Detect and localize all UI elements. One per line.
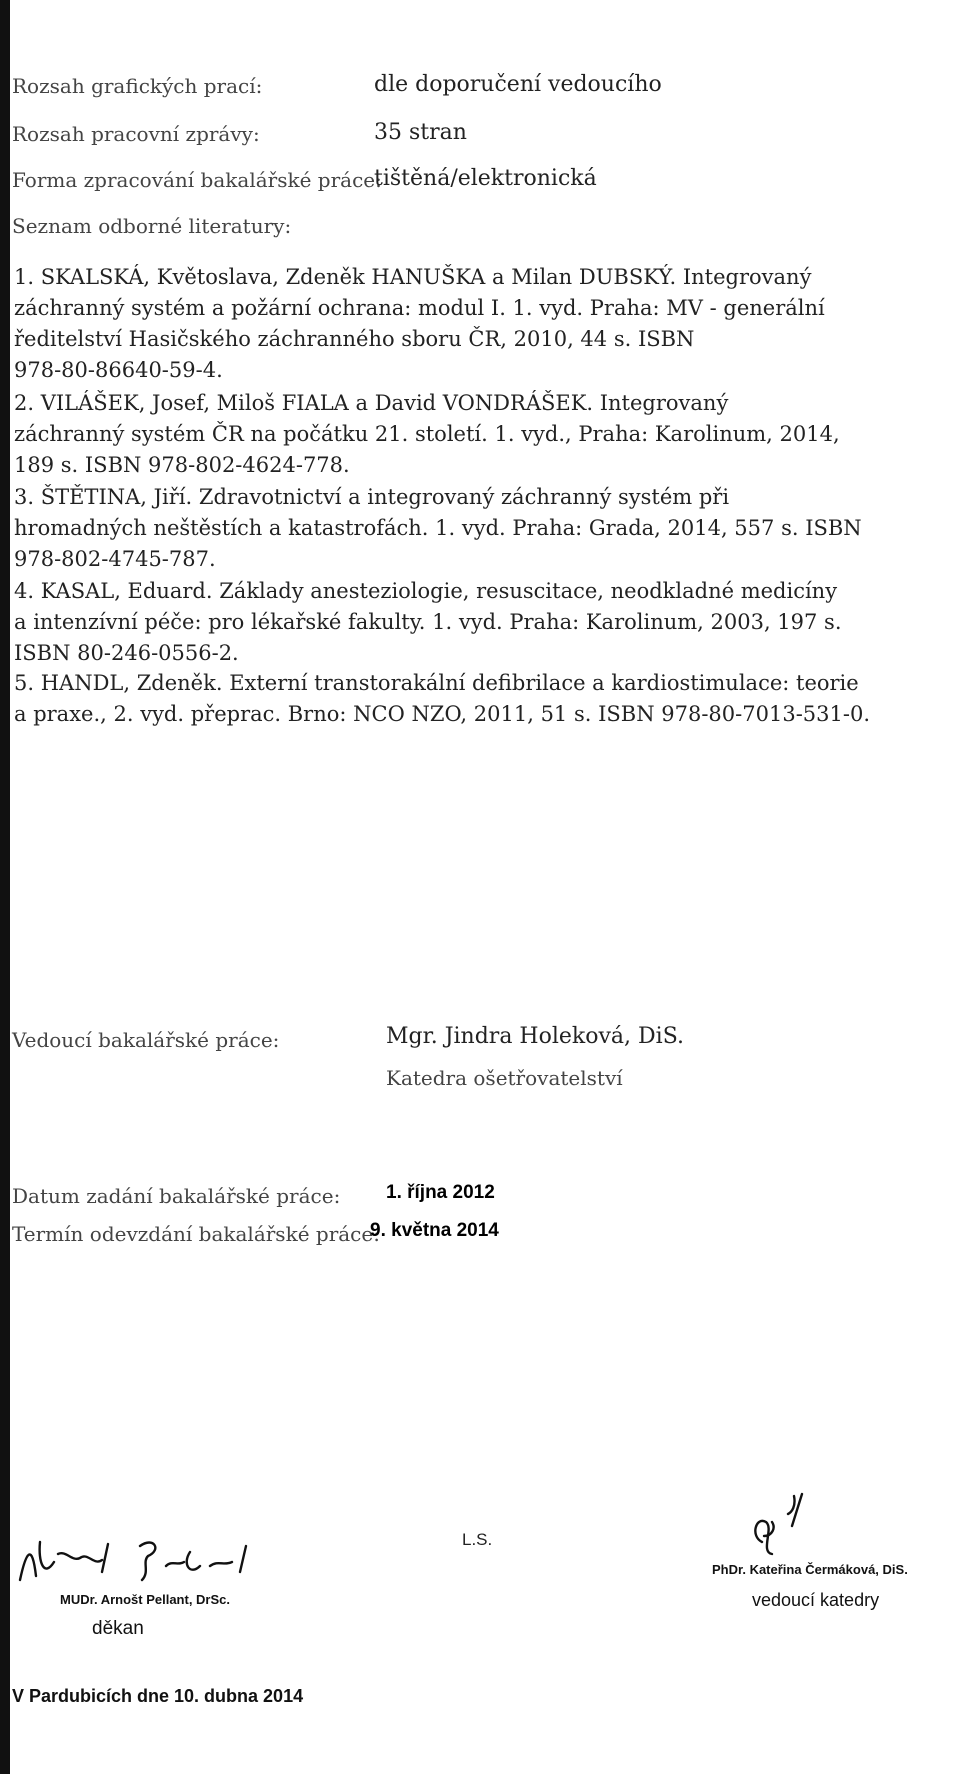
info-label-form: Forma zpracování bakalářské práce: — [12, 168, 382, 192]
dean-title: děkan — [92, 1618, 144, 1639]
assignment-date-label: Datum zadání bakalářské práce: — [12, 1184, 341, 1208]
reference-item: 1. SKALSKÁ, Květoslava, Zdeněk HANUŠKA a Milan DUBSKÝ. Integrovaný záchranný systém a požární ochrana: modul I. 1. vyd. Praha: MV - generální ředitelství Hasičského záchranného sboru ČR, 2010, 44 s. ISBN 978-80-86640-59-4. — [14, 265, 825, 382]
seal-mark: L.S. — [462, 1530, 493, 1549]
supervisor-department: Katedra ošetřovatelství — [386, 1066, 623, 1090]
info-value-form: tištěná/elektronická — [374, 166, 597, 191]
info-label-report: Rozsah pracovní zprávy: — [12, 122, 260, 146]
supervisor-name: Mgr. Jindra Holeková, DiS. — [386, 1024, 684, 1049]
assignment-date-value: 1. října 2012 — [386, 1182, 495, 1203]
head-title: vedoucí katedry — [752, 1590, 880, 1610]
dean-signature — [14, 1532, 314, 1588]
dean-name: MUDr. Arnošt Pellant, DrSc. — [60, 1592, 230, 1607]
info-label-literature: Seznam odborné literatury: — [12, 214, 292, 238]
head-signature — [742, 1492, 822, 1562]
reference-item: 4. KASAL, Eduard. Základy anesteziologie, resuscitace, neodkladné medicíny a intenzívní péče: pro lékařské fakulty. 1. vyd. Praha: Karolinum, 2003, 197 s. ISBN 80-246-0556-2. — [14, 579, 842, 665]
head-name: PhDr. Kateřina Čermáková, DiS. — [712, 1562, 908, 1577]
reference-item: 2. VILÁŠEK, Josef, Miloš FIALA a David VONDRÁŠEK. Integrovaný záchranný systém ČR na počátku 21. století. 1. vyd., Praha: Karolinum, 2014, 189 s. ISBN 978-802-4624-778. — [14, 391, 840, 477]
scan-edge — [0, 0, 10, 1774]
info-value-graphics: dle doporučení vedoucího — [374, 72, 662, 97]
reference-item: 3. ŠTĚTINA, Jiří. Zdravotnictví a integrovaný záchranný systém při hromadných neštěstích a katastrofách. 1. vyd. Praha: Grada, 2014, 557 s. ISBN 978-802-4745-787. — [14, 485, 862, 571]
submission-date-value: 9. května 2014 — [370, 1220, 499, 1241]
supervisor-label: Vedoucí bakalářské práce: — [12, 1028, 280, 1052]
submission-date-label: Termín odevzdání bakalářské práce: — [12, 1222, 380, 1246]
info-label-graphics: Rozsah grafických prací: — [12, 74, 263, 98]
reference-item: 5. HANDL, Zdeněk. Externí transtorakální defibrilace a kardiostimulace: teorie a praxe., 2. vyd. přeprac. Brno: NCO NZO, 2011, 51 s. ISBN 978-80-7013-531-0. — [14, 671, 871, 726]
info-value-report: 35 stran — [374, 120, 467, 145]
place-date: V Pardubicích dne 10. dubna 2014 — [12, 1686, 304, 1706]
